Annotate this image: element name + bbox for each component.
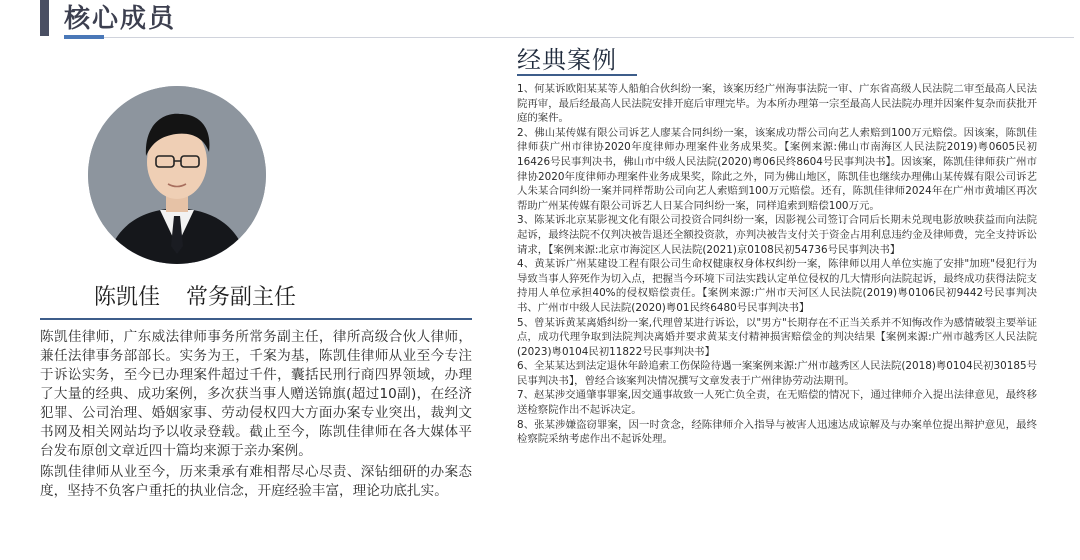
lawyer-position: 常务副主任 [186,285,297,310]
cases-heading: 经典案例 [517,46,617,74]
lawyer-biography [40,328,472,503]
profile-divider [40,318,472,320]
case-item: 6、全某某达到法定退休年龄追索工伤保险待遇一案案例来源:广州市越秀区人民法院(2018)粤0104民初30185号民事判决书】，曾经合该案判决情况撰写文章发表于广州律协劳动法期刊。 [517,360,1037,387]
header-divider [64,37,1074,38]
section-header [0,0,1080,40]
case-item: 5、曾某诉黄某离婚纠纷一案,代理曾某进行诉讼，以"男方"长期存在不正当关系并不知悔改作为感情破裂主要举证点，成功代理争取到法院判决离婚并要求黄某支付精神损害赔偿金的判决结果【案例来源:广州市越秀区人民法院(2023)粤0104民初11822号民事判决书】 [517,316,1037,358]
lawyer-portrait-photo [88,86,266,264]
lawyer-name: 陈凯佳 [94,285,161,310]
case-item: 1、何某诉欧阳某某等人船舶合伙纠纷一案，该案历经广州海事法院一审、广东省高级人民法院二审至最高人民法院再审，最后经最高人民法院安排开庭后审理完毕。为本所办理第一宗至最高人民法院办理并因案件复杂而获批开庭的案件。 [517,83,1037,125]
cases-heading-underline [517,74,637,76]
case-item: 7、赵某涉交通肇事罪案,因交通事故致一人死亡负全责，在无赔偿的情况下，通过律师介入提出法律意见，最终移送检察院作出不起诉决定。 [517,389,1037,417]
case-item: 3、陈某诉北京某影视文化有限公司投资合同纠纷一案，因影视公司签订合同后长期未兑现电影放映获益而向法院起诉，最终法院不仅判决被告退还全额投资款，亦判决被告支付关于资金占用利息违约金及律师费，完全支持诉讼请求，【案例来源:北京市海淀区人民法院(2021)京0108民初54736号民事判决书】 [517,214,1037,256]
page-title: 核心成员 [64,4,177,34]
portrait-illustration [88,86,266,264]
bio-paragraph: 陈凯佳律师从业至今，历来秉承有难相帮尽心尽责、深钻细研的办案态度，坚持不负客户重托的执业信念，开庭经验丰富，理论功底扎实。 [40,464,472,499]
case-item: 4、黄某诉广州某建设工程有限公司生命权健康权身体权纠纷一案，陈律师以用人单位实施了安排"加班"侵犯行为导致当事人猝死作为切入点，把握当今环境下司法实践认定单位侵权的几大情形向法院起诉，最终成功获得法院支持用人单位承担40%的侵权赔偿责任。【案例来源:广州市天河区人民法院(2019)粤0106民初9442号民事判决书、广州市中级人民法院(2020)粤01民终6480号民事判决书】 [517,258,1037,314]
name-and-title [94,280,296,311]
header-accent-block [40,0,49,36]
case-list [517,82,1037,447]
case-item: 8、张某涉嫌盗窃罪案，因一时贪念，经陈律师介入指导与被害人迅速达成谅解及与办案单位提出辩护意见，最终检察院采纳考虑作出不起诉处理。 [517,418,1037,446]
header-underline [64,35,104,39]
bio-paragraph: 陈凯佳律师，广东威法律师事务所常务副主任，律所高级合伙人律师，兼任法律事务部部长。实务为王，千案为基，陈凯佳律师从业至今专注于诉讼实务，至今已办理案件超过千件，囊括民刑行商四界领域，办理了大量的经典、成功案例，多次获当事人赠送锦旗(超过10副)，在经济犯罪、公司治理、婚姻家事、劳动侵权四大方面办案专业突出，裁判文书网及相关网站均予以收录登载。截止至今，陈凯佳律师在各大媒体平台发布原创文章近四十篇均来源于亲办案例。 [40,329,472,459]
case-item: 2、佛山某传媒有限公司诉艺人廖某合同纠纷一案，该案成功帮公司向艺人索赔到100万元赔偿。因该案，陈凯佳律师获广州市律协2020年度律师办理案件业务成果奖。【案例来源:佛山市南海区人民法院2019)粤0605民初16426号民事判决书，佛山市中级人民法院(2020)粤06民终8604号民事判决书】。因该案，陈凯佳律师获广州市律协2020年度律师办理案件业务成果奖，除此之外，同为佛山地区，陈凯佳也继续办理佛山某传媒有限公司诉艺人朱某合同纠纷一案并同样帮助公司向艺人索赔到100万元赔偿。还有，陈凯佳律师2024年在广州市黄埔区再次帮助广州某传媒有限公司诉艺人日某合同纠纷一案，同样追索到赔偿100万元。 [517,126,1037,212]
